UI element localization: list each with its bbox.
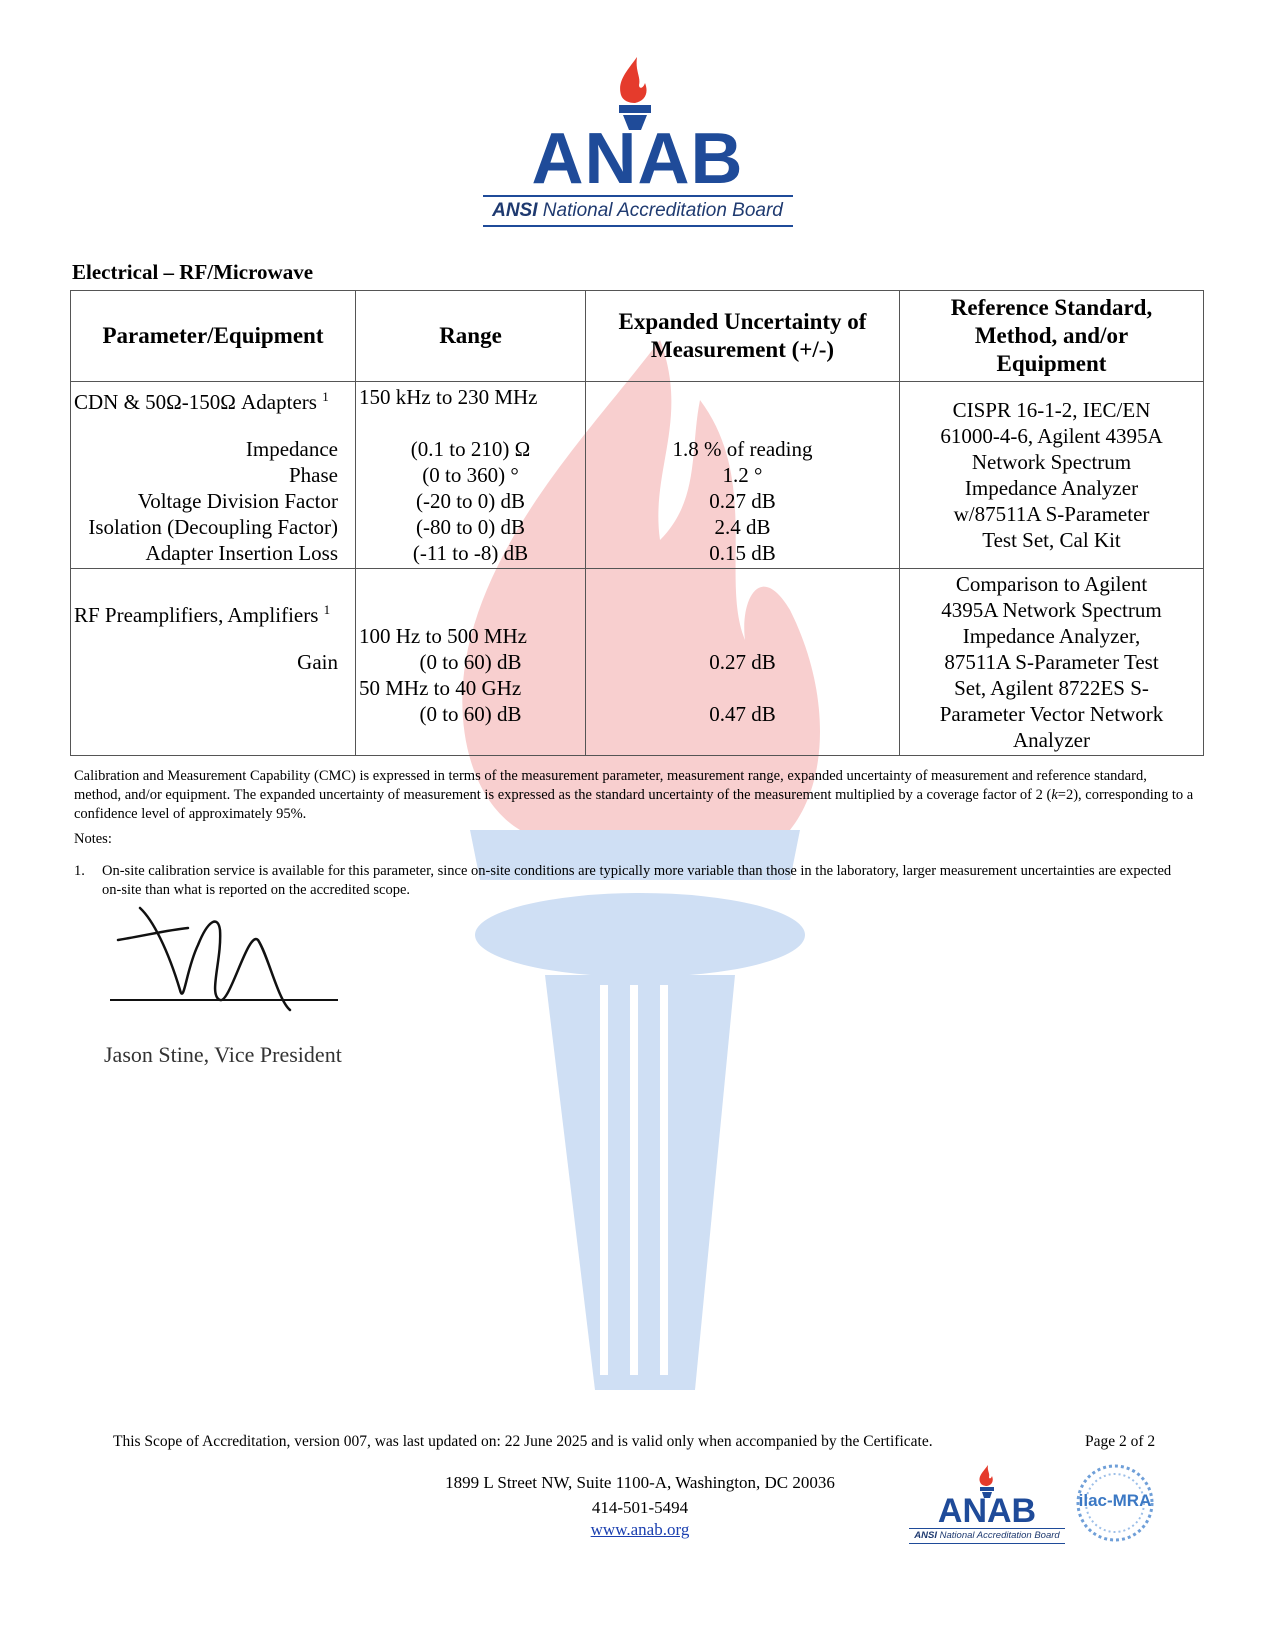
- footer-logo-rule-bottom: [909, 1543, 1065, 1544]
- footer-anab-logo: [907, 1464, 1067, 1544]
- website-link[interactable]: www.anab.org: [590, 1520, 690, 1539]
- range-isolation: (-80 to 0) dB: [415, 515, 526, 539]
- cmc-k: k: [1051, 787, 1058, 803]
- group1-reference-cell: [900, 382, 1204, 569]
- range-phase: (0 to 360) °: [422, 463, 519, 487]
- group1-uncertainty-cell: [586, 382, 900, 569]
- uncertainty-adapter-insertion-loss: 0.15 dB: [709, 541, 776, 565]
- group2-range1-value: (0 to 60) dB: [419, 650, 522, 674]
- header-reference-line-2: Method, and/or: [974, 323, 1129, 348]
- cmc-statement: [74, 767, 1194, 824]
- group2-reference-line-1: Comparison to Agilent: [955, 572, 1148, 596]
- phone: 414-501-5494: [591, 1498, 689, 1517]
- range-adapter-insertion-loss: (-11 to -8) dB: [412, 541, 529, 565]
- note-number: 1.: [74, 863, 85, 879]
- group2-reference-line-2: 4395A Network Spectrum: [941, 598, 1162, 622]
- logo-rule-bottom: [483, 225, 793, 227]
- footer-logo-subtitle-text: National Accreditation Board: [939, 1530, 1060, 1541]
- header-uncertainty-line-2: Measurement (+/-): [650, 337, 835, 362]
- address: 1899 L Street NW, Suite 1100-A, Washington, DC 20036: [445, 1473, 835, 1492]
- table-header-row: [71, 291, 1204, 382]
- header-reference: [900, 291, 1204, 382]
- group1-reference-line-5: w/87511A S-Parameter: [953, 502, 1150, 526]
- range-impedance: (0.1 to 210) Ω: [410, 437, 531, 461]
- param-adapter-insertion-loss: Adapter Insertion Loss: [145, 541, 338, 565]
- group2-parameter-cell: [71, 569, 356, 756]
- scope-table: [70, 290, 1204, 756]
- uncertainty-voltage-division-factor: 0.27 dB: [709, 489, 776, 513]
- uncertainty-isolation: 2.4 dB: [714, 515, 771, 539]
- group2-title: [74, 597, 352, 627]
- signature-image: [108, 900, 358, 1030]
- group2-reference-line-7: Analyzer: [1013, 728, 1090, 752]
- group2-uncertainty-cell: [586, 569, 900, 756]
- group2-reference-cell: [900, 569, 1204, 756]
- uncertainty-phase: 1.2 °: [722, 463, 763, 487]
- param-gain: Gain: [297, 650, 338, 674]
- group2-uncertainty1: 0.27 dB: [709, 650, 776, 674]
- logo-wordmark: ANAB: [531, 119, 744, 199]
- signatory-name: Jason Stine, Vice President: [104, 1042, 342, 1067]
- group1-reference-line-3: Network Spectrum: [971, 450, 1132, 474]
- header-reference-line-1: Reference Standard,: [950, 295, 1153, 320]
- group2-uncertainty2: 0.47 dB: [709, 702, 776, 726]
- param-isolation: Isolation (Decoupling Factor): [88, 515, 338, 539]
- header-reference-line-3: Equipment: [996, 351, 1107, 376]
- group2-reference-line-6: Parameter Vector Network: [939, 702, 1164, 726]
- anab-logo: [475, 55, 800, 230]
- group2-range2-value: (0 to 60) dB: [419, 702, 522, 726]
- logo-subtitle-ansi: ANSI: [492, 200, 538, 221]
- group1-reference-line-6: Test Set, Cal Kit: [982, 528, 1121, 552]
- logo-subtitle: [475, 201, 800, 220]
- group1-range-title: 150 kHz to 230 MHz: [359, 385, 538, 409]
- section-title: Electrical – RF/Microwave: [72, 260, 314, 284]
- group1-reference-line-1: CISPR 16-1-2, IEC/EN: [952, 398, 1151, 422]
- group2-title-text: RF Preamplifiers, Amplifiers: [74, 603, 319, 627]
- cmc-text-2: =2), corresponding to a confidence level of approximately 95%.: [74, 787, 1194, 822]
- note-text: On-site calibration service is available for this parameter, since on-site conditions are typically more variable than those in the laboratory, larger measurement uncertainties are expected on-site than what is reported on the accredited scope.: [102, 863, 1172, 898]
- group2-reference-line-4: 87511A S-Parameter Test: [944, 650, 1159, 674]
- footer-logo-rule-top: [909, 1528, 1065, 1529]
- cmc-text-1: Calibration and Measurement Capability (CMC) is expressed in terms of the measurement parameter, measurement range, expanded uncertainty of measurement and reference standard, method, and/or equipment. The expanded uncertainty of measurement is expressed as the standard uncertainty of the measurement multiplied by a coverage factor of 2 (: [74, 768, 1147, 803]
- group2-range2-label: 50 MHz to 40 GHz: [359, 676, 522, 700]
- footer-logo-subtitle-ansi: ANSI: [914, 1530, 937, 1541]
- group2-range-cell: [356, 569, 586, 756]
- notes-label: Notes:: [74, 831, 112, 847]
- footer-logo-subtitle: [907, 1530, 1067, 1541]
- note-item: [74, 862, 1194, 900]
- logo-subtitle-text: National Accreditation Board: [542, 200, 783, 221]
- group1-title-text: CDN & 50Ω-150Ω Adapters: [74, 390, 317, 414]
- header-uncertainty: [586, 291, 900, 382]
- param-phase: Phase: [289, 463, 338, 487]
- range-voltage-division-factor: (-20 to 0) dB: [415, 489, 526, 513]
- group1-parameter-cell: [71, 382, 356, 569]
- group2-title-note: 1: [323, 602, 331, 617]
- ilac-mra-logo: [1075, 1463, 1155, 1543]
- header-uncertainty-line-1: Expanded Uncertainty of: [618, 309, 867, 334]
- table-row: [71, 382, 1204, 569]
- group1-title-note: 1: [322, 389, 329, 404]
- group1-reference-line-2: 61000-4-6, Agilent 4395A: [940, 424, 1163, 448]
- group1-reference-line-4: Impedance Analyzer: [964, 476, 1139, 500]
- group2-reference-line-5: Set, Agilent 8722ES S-: [954, 676, 1149, 700]
- ilac-mra-text: ilac-MRA: [1078, 1491, 1152, 1510]
- group1-title: [74, 384, 352, 414]
- group2-range1-label: 100 Hz to 500 MHz: [359, 624, 527, 648]
- param-voltage-division-factor: Voltage Division Factor: [137, 489, 338, 513]
- group1-range-cell: [356, 382, 586, 569]
- table-row: [71, 569, 1204, 756]
- logo-rule-top: [483, 195, 793, 197]
- group2-reference-line-3: Impedance Analyzer,: [962, 624, 1141, 648]
- param-impedance: Impedance: [245, 437, 338, 461]
- footer-logo-wordmark: ANAB: [937, 1492, 1037, 1530]
- page-number: Page 2 of 2: [1085, 1433, 1156, 1450]
- header-range: Range: [356, 291, 586, 382]
- header-parameter: Parameter/Equipment: [71, 291, 356, 382]
- scope-version-line: This Scope of Accreditation, version 007, was last updated on: 22 June 2025 and is valid only when accompanied by the Certificate.: [113, 1433, 933, 1450]
- uncertainty-impedance: 1.8 % of reading: [672, 437, 813, 461]
